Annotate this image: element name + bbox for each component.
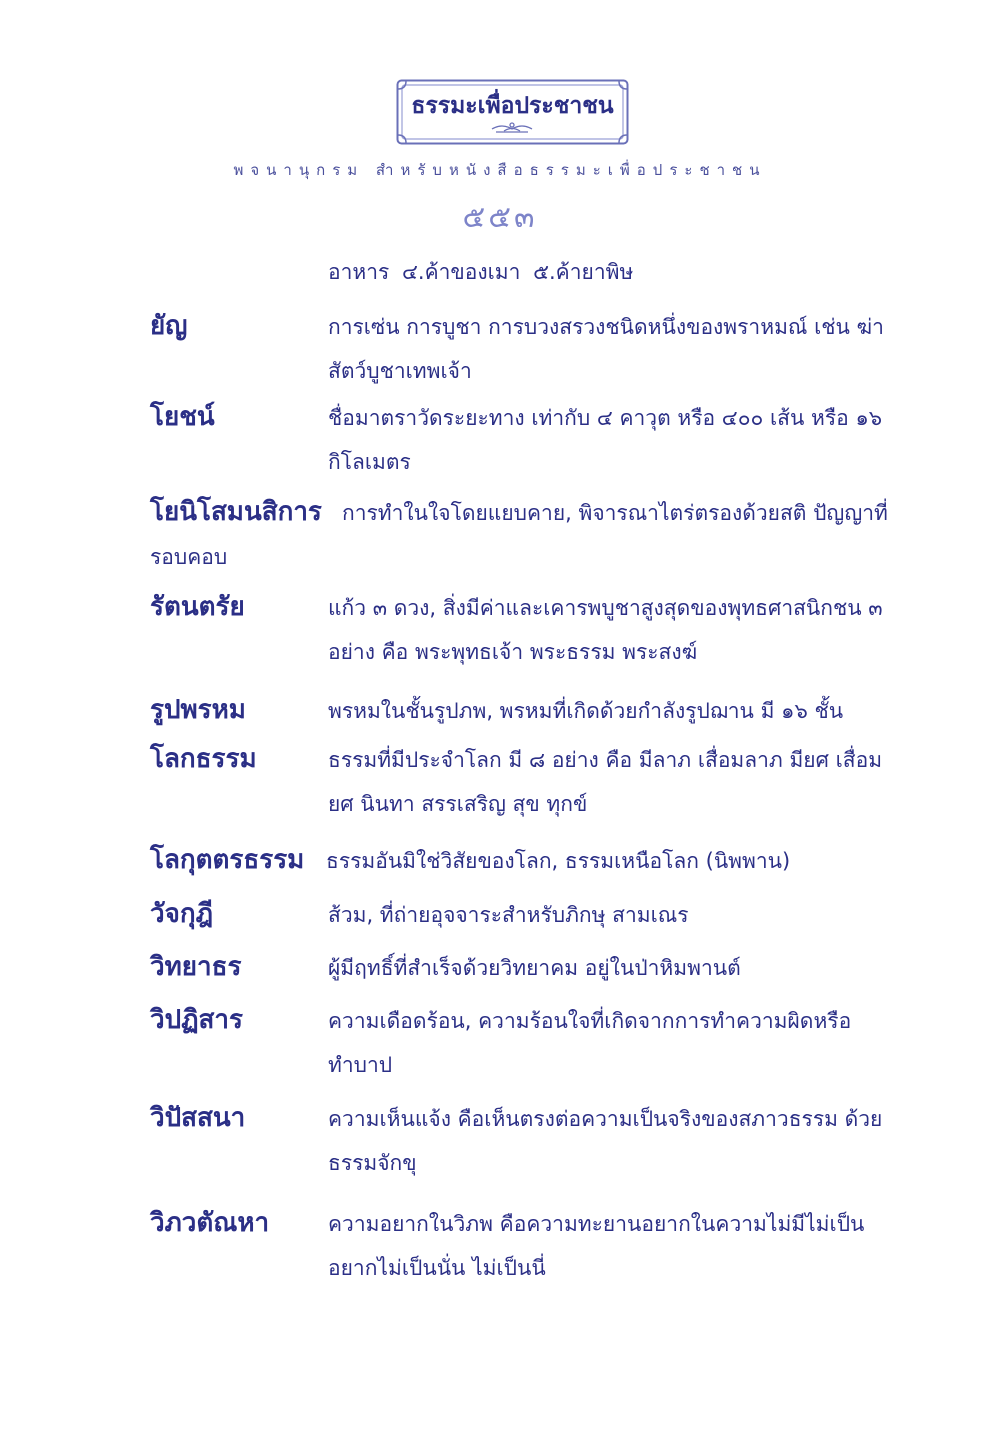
entry-definition: ความเดือดร้อน, ความร้อนใจที่เกิดจากการทำความผิดหรือ ทำบาป	[328, 1009, 852, 1077]
entry-term: โลกธรรม	[150, 744, 257, 774]
entry-definition: แก้ว ๓ ดวง, สิ่งมีค่าและเคารพบูชาสูงสุดของพุทธศาสนิกชน ๓ อย่าง คือ พระพุทธเจ้า พระธรรม พระสงฆ์	[328, 596, 883, 664]
entry-definition: ส้วม, ที่ถ่ายอุจจาระสำหรับภิกษุ สามเณร	[328, 903, 689, 927]
logo-title: ธรรมะเพื่อประชาชน	[411, 92, 614, 119]
entry-definition: การทำในใจโดยแยบคาย, พิจารณาไตร่ตรองด้วยสติ ปัญญาที่รอบคอบ	[150, 501, 888, 569]
entry-term: วิปัสสนา	[150, 1103, 246, 1133]
glossary-entry	[150, 305, 890, 396]
entry-definition: ธรรมที่มีประจำโลก มี ๘ อย่าง คือ มีลาภ เสื่อมลาภ มียศ เสื่อมยศ นินทา สรรเสริญ สุข ทุกข์	[328, 748, 883, 816]
entry-term: โยชน์	[150, 402, 215, 432]
entry-term: ยัญ	[150, 311, 188, 341]
glossary-entry	[150, 1202, 890, 1297]
entry-term: รูปพรหม	[150, 695, 246, 725]
entry-term: โยนิโสมนสิการ	[150, 497, 322, 527]
entry-definition: พรหมในชั้นรูปภพ, พรหมที่เกิดด้วยกำลังรูปฌาน มี ๑๖ ชั้น	[328, 699, 844, 723]
entry-definition: ธรรมอันมิใช่วิสัยของโลก, ธรรมเหนือโลก (นิพพาน)	[326, 849, 791, 873]
book-logo	[396, 79, 629, 145]
glossary-entry	[150, 396, 890, 491]
entry-term: วิภวตัณหา	[150, 1208, 270, 1238]
glossary-entry	[150, 893, 890, 946]
entry-term: โลกุตตรธรรม	[150, 845, 305, 875]
page-number: ๕๕๓	[462, 200, 538, 235]
glossary-entry	[150, 839, 890, 893]
glossary-list	[150, 305, 890, 1297]
glossary-entry	[150, 738, 890, 839]
entry-term: วัจกุฎี	[150, 899, 214, 929]
glossary-entry	[150, 999, 890, 1097]
continued-definition: อาหาร ๔.ค้าของเมา ๕.ค้ายาพิษ	[328, 260, 634, 284]
glossary-entry	[150, 1097, 890, 1202]
entry-definition: ความเห็นแจ้ง คือเห็นตรงต่อความเป็นจริงของสภาวธรรม ด้วยธรรมจักขุ	[328, 1107, 883, 1175]
entry-term: รัตนตรัย	[150, 592, 245, 622]
entry-definition: ผู้มีฤทธิ์ที่สำเร็จด้วยวิทยาคม อยู่ในป่าหิมพานต์	[328, 956, 741, 980]
entry-definition: ความอยากในวิภพ คือความทะยานอยากในความไม่มีไม่เป็น อยากไม่เป็นนั่น ไม่เป็นนี่	[328, 1212, 865, 1280]
glossary-entry	[150, 586, 890, 689]
glossary-entry	[150, 689, 890, 738]
running-header: พจนานุกรม สำหรับหนังสือธรรมะเพื่อประชาชน	[233, 161, 767, 179]
glossary-entry	[150, 491, 890, 586]
entry-term: วิปฏิสาร	[150, 1005, 243, 1035]
entry-definition: ชื่อมาตราวัดระยะทาง เท่ากับ ๔ คาวุต หรือ ๔๐๐ เส้น หรือ ๑๖ กิโลเมตร	[328, 406, 883, 474]
entry-term: วิทยาธร	[150, 952, 242, 982]
entry-definition: การเซ่น การบูชา การบวงสรวงชนิดหนึ่งของพราหมณ์ เช่น ฆ่าสัตว์บูชาเทพเจ้า	[328, 315, 884, 383]
glossary-entry	[150, 946, 890, 999]
